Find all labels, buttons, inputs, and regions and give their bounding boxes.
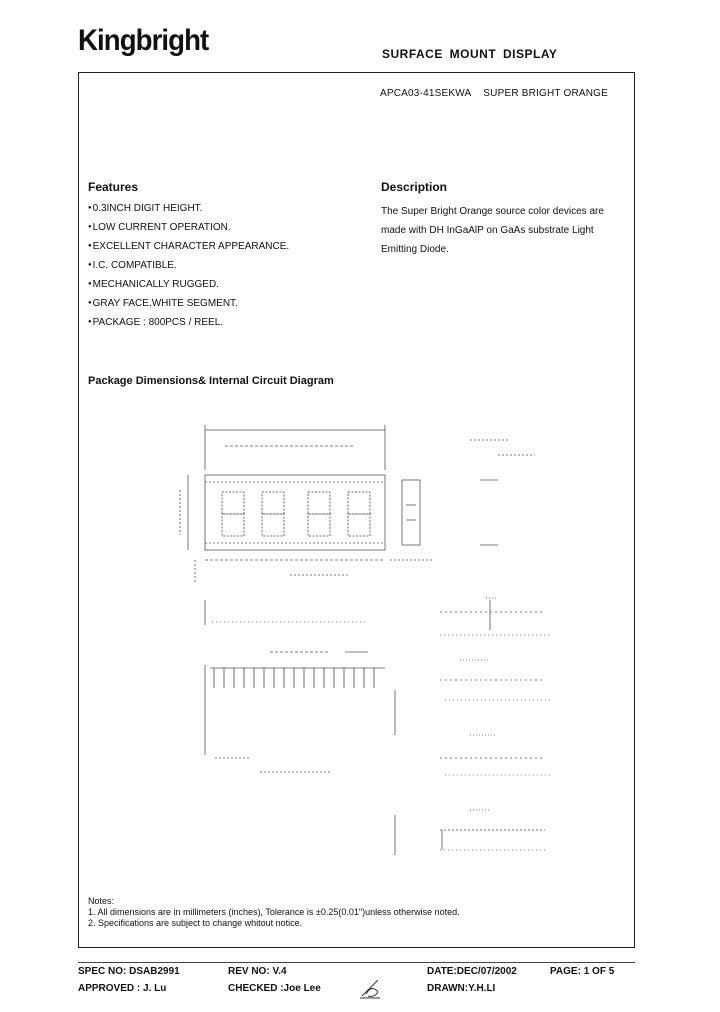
feature-item: ● LOW CURRENT OPERATION. xyxy=(88,221,289,240)
features-heading: Features xyxy=(88,180,139,194)
package-heading: Package Dimensions& Internal Circuit Diagram xyxy=(88,375,334,387)
page-number: PAGE: 1 OF 5 xyxy=(550,966,615,977)
feature-item: ● MECHANICALLY RUGGED. xyxy=(88,278,289,297)
drawn-by: DRAWN:Y.H.LI xyxy=(427,983,496,994)
feature-item: ● I.C. COMPATIBLE. xyxy=(88,259,289,278)
brand-logo: Kingbright xyxy=(78,24,209,57)
approved-by: APPROVED : J. Lu xyxy=(78,983,167,994)
feature-item: ● GRAY FACE,WHITE SEGMENT. xyxy=(88,297,289,316)
notes-block xyxy=(88,896,460,929)
checked-by: CHECKED :Joe Lee xyxy=(228,983,321,994)
revision-number: REV NO: V.4 xyxy=(228,966,287,977)
document-date: DATE:DEC/07/2002 xyxy=(427,966,517,977)
description-heading: Description xyxy=(381,180,448,194)
part-designation xyxy=(380,88,608,99)
document-title: SURFACE MOUNT DISPLAY xyxy=(382,47,558,61)
signature-mark-icon xyxy=(358,976,384,1000)
features-list xyxy=(88,202,289,335)
part-color: SUPER BRIGHT ORANGE xyxy=(483,88,609,99)
note-item: 1. All dimensions are in millimeters (inches), Tolerance is ±0.25(0.01")unless otherwise noted. xyxy=(88,907,460,917)
description-text: The Super Bright Orange source color devices are made with DH InGaAlP on GaAs substrate Light Emitting Diode. xyxy=(381,206,604,255)
package-drawing xyxy=(150,410,560,860)
feature-item: ● EXCELLENT CHARACTER APPEARANCE. xyxy=(88,240,289,259)
notes-heading: Notes: xyxy=(88,896,115,906)
feature-item: ● PACKAGE : 800PCS / REEL. xyxy=(88,316,289,335)
spec-number: SPEC NO: DSAB2991 xyxy=(78,966,180,977)
part-number: APCA03-41SEKWA xyxy=(380,88,472,99)
feature-item: ● 0.3INCH DIGIT HEIGHT. xyxy=(88,202,289,221)
footer-divider xyxy=(78,962,635,963)
note-item: 2. Specifications are subject to change whitout notice. xyxy=(88,918,303,928)
